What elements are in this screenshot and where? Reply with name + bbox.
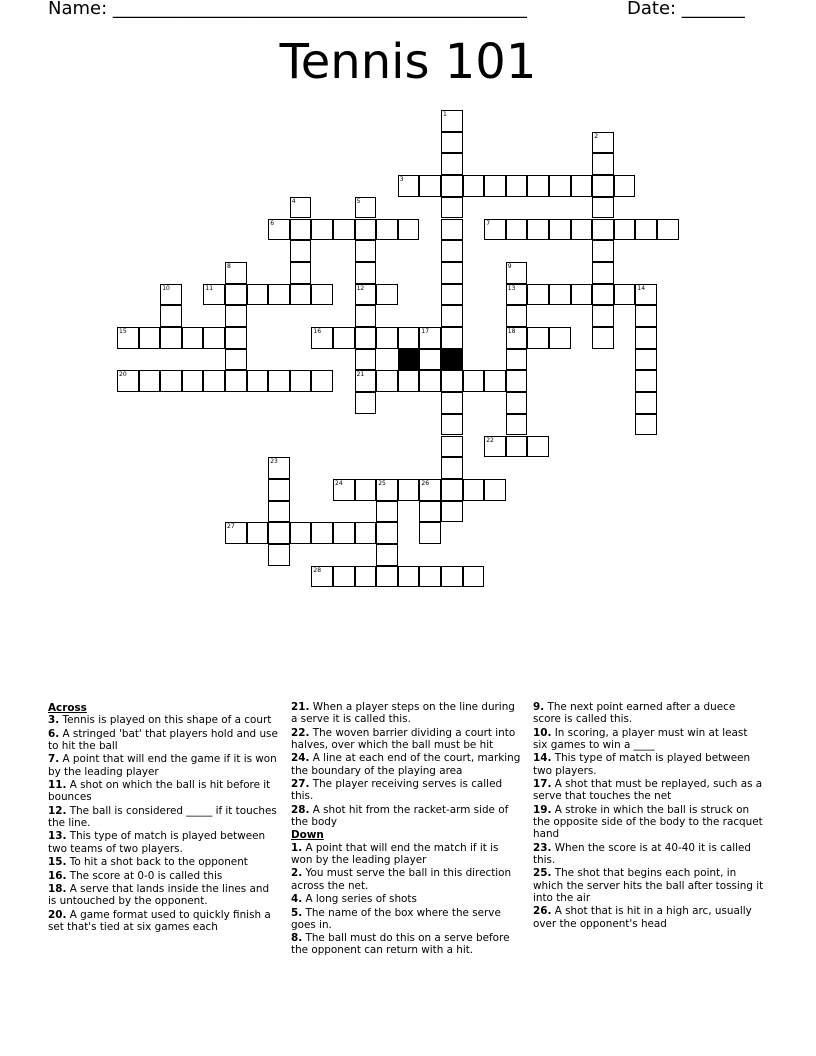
grid-cell[interactable] bbox=[463, 479, 485, 501]
grid-cell[interactable] bbox=[592, 240, 614, 262]
clue-item bbox=[48, 830, 280, 855]
grid-cell[interactable] bbox=[311, 327, 333, 349]
grid-cell[interactable] bbox=[333, 479, 355, 501]
clue-number: 7 bbox=[486, 219, 491, 227]
grid-cell[interactable] bbox=[419, 501, 441, 523]
grid-cell[interactable] bbox=[463, 566, 485, 588]
clue-text: The next point earned after a duece score is called this. bbox=[533, 701, 736, 726]
grid-cell[interactable] bbox=[527, 436, 549, 458]
grid-cell[interactable] bbox=[225, 349, 247, 371]
grid-cell[interactable] bbox=[225, 370, 247, 392]
grid-cell[interactable] bbox=[441, 457, 463, 479]
grid-cell[interactable] bbox=[290, 370, 312, 392]
clue-number: 13 bbox=[507, 284, 516, 292]
grid-cell[interactable] bbox=[419, 370, 441, 392]
grid-cell[interactable] bbox=[290, 197, 312, 219]
grid-cell[interactable] bbox=[376, 370, 398, 392]
clue-number: 23. bbox=[533, 841, 552, 854]
grid-cell[interactable] bbox=[592, 197, 614, 219]
clue-item bbox=[291, 867, 523, 892]
grid-cell[interactable] bbox=[182, 370, 204, 392]
grid-cell[interactable] bbox=[527, 284, 549, 306]
clue-number: 10 bbox=[162, 284, 170, 292]
clue-number: 3 bbox=[399, 176, 404, 184]
down-heading: Down bbox=[291, 829, 324, 842]
grid-cell[interactable] bbox=[225, 262, 247, 284]
grid-cell[interactable] bbox=[355, 197, 377, 219]
clue-number: 26. bbox=[533, 905, 552, 918]
clue-text: A stringed 'bat' that players hold and use to hit the ball bbox=[48, 727, 278, 752]
grid-cell[interactable] bbox=[506, 392, 528, 414]
clue-number: 2 bbox=[594, 132, 599, 140]
grid-cell[interactable] bbox=[635, 327, 657, 349]
clue-number: 2. bbox=[291, 867, 303, 880]
clue-text: When a player steps on the line during a serve it is called this. bbox=[291, 701, 515, 726]
grid-cell[interactable] bbox=[376, 501, 398, 523]
grid-cell[interactable] bbox=[635, 370, 657, 392]
clue-item bbox=[48, 805, 280, 830]
grid-cell[interactable] bbox=[506, 327, 528, 349]
grid-cell[interactable] bbox=[333, 566, 355, 588]
grid-cell[interactable] bbox=[614, 175, 636, 197]
clue-item bbox=[291, 893, 523, 905]
grid-cell[interactable] bbox=[441, 305, 463, 327]
grid-cell[interactable] bbox=[398, 479, 420, 501]
grid-cell[interactable] bbox=[441, 370, 463, 392]
clue-text: The shot that begins each point, in which the server hits the ball after tossing it into the air bbox=[533, 867, 764, 905]
grid-cell[interactable] bbox=[571, 219, 593, 241]
clue-text: A shot hit from the racket-arm side of the body bbox=[291, 803, 509, 829]
grid-cell[interactable] bbox=[225, 522, 247, 544]
clue-number: 12. bbox=[48, 804, 67, 817]
clue-item bbox=[291, 701, 523, 726]
clue-number: 5 bbox=[356, 197, 361, 205]
grid-cell[interactable] bbox=[290, 522, 312, 544]
clue-text: The name of the box where the serve goes in. bbox=[291, 906, 501, 931]
grid-cell[interactable] bbox=[268, 457, 290, 479]
grid-cell[interactable] bbox=[225, 305, 247, 327]
grid-cell[interactable] bbox=[139, 370, 161, 392]
clue-number: 10. bbox=[533, 726, 552, 739]
clue-number: 25 bbox=[378, 479, 386, 487]
clue-item bbox=[291, 778, 523, 803]
grid-cell[interactable] bbox=[376, 566, 398, 588]
grid-cell[interactable] bbox=[290, 262, 312, 284]
clue-item bbox=[291, 842, 523, 867]
grid-cell[interactable] bbox=[571, 284, 593, 306]
clue-text: This type of match is played between two players. bbox=[533, 752, 751, 777]
clue-text: A point that will end the match if it is won by the leading player bbox=[291, 841, 499, 867]
clue-item bbox=[48, 728, 280, 753]
clue-item bbox=[533, 727, 765, 752]
clue-number: 21. bbox=[291, 701, 310, 713]
clue-number: 28. bbox=[291, 803, 310, 816]
grid-cell[interactable] bbox=[117, 327, 139, 349]
grid-cell[interactable] bbox=[635, 219, 657, 241]
grid-cell[interactable] bbox=[268, 479, 290, 501]
grid-cell[interactable] bbox=[268, 219, 290, 241]
grid-cell[interactable] bbox=[355, 370, 377, 392]
clue-number: 27 bbox=[227, 523, 235, 531]
grid-cell[interactable] bbox=[355, 305, 377, 327]
grid-cell[interactable] bbox=[506, 262, 528, 284]
grid-cell[interactable] bbox=[571, 175, 593, 197]
clue-number: 27. bbox=[291, 778, 310, 791]
grid-cell[interactable] bbox=[549, 327, 571, 349]
clue-item bbox=[291, 907, 523, 932]
clue-item bbox=[533, 804, 765, 841]
grid-cell[interactable] bbox=[635, 349, 657, 371]
grid-cell[interactable] bbox=[592, 219, 614, 241]
clue-item bbox=[291, 804, 523, 829]
grid-cell[interactable] bbox=[506, 414, 528, 436]
grid-cell[interactable] bbox=[355, 262, 377, 284]
grid-cell[interactable] bbox=[506, 370, 528, 392]
clue-number: 17 bbox=[421, 328, 430, 335]
grid-cell[interactable] bbox=[268, 501, 290, 523]
grid-cell[interactable] bbox=[203, 327, 225, 349]
grid-cell[interactable] bbox=[290, 284, 312, 306]
grid-cell[interactable] bbox=[506, 175, 528, 197]
grid-cell[interactable] bbox=[506, 284, 528, 306]
grid-cell[interactable] bbox=[182, 327, 204, 349]
grid-cell[interactable] bbox=[268, 284, 290, 306]
date-field[interactable]: Date: _______ bbox=[627, 0, 745, 19]
grid-cell[interactable] bbox=[203, 370, 225, 392]
grid-cell[interactable] bbox=[419, 479, 441, 501]
grid-cell[interactable] bbox=[441, 110, 463, 132]
grid-cell[interactable] bbox=[376, 522, 398, 544]
grid-cell[interactable] bbox=[441, 479, 463, 501]
clue-number: 11. bbox=[48, 779, 67, 792]
grid-cell[interactable] bbox=[441, 240, 463, 262]
clue-text: In scoring, a player must win at least six games to win a ____ bbox=[533, 726, 748, 751]
clue-text: The player receiving serves is called this. bbox=[291, 778, 503, 803]
grid-cell[interactable] bbox=[463, 175, 485, 197]
grid-cell[interactable] bbox=[355, 284, 377, 306]
grid-cell[interactable] bbox=[441, 392, 463, 414]
clue-column-2 bbox=[291, 701, 523, 958]
clue-number: 24. bbox=[291, 752, 310, 765]
clue-number: 7. bbox=[48, 753, 60, 766]
grid-cell[interactable] bbox=[506, 305, 528, 327]
grid-cell[interactable] bbox=[311, 284, 333, 306]
grid-cell[interactable] bbox=[441, 566, 463, 588]
grid-cell[interactable] bbox=[355, 240, 377, 262]
grid-cell[interactable] bbox=[355, 479, 377, 501]
clue-number: 11 bbox=[205, 284, 214, 292]
clue-number: 18 bbox=[507, 328, 516, 335]
clue-number: 4 bbox=[291, 197, 296, 205]
clue-text: A point that will end the game if it is won by the leading player bbox=[48, 753, 277, 778]
grid-cell[interactable] bbox=[376, 544, 398, 566]
grid-cell[interactable] bbox=[441, 262, 463, 284]
clue-number: 12 bbox=[356, 284, 365, 292]
grid-cell[interactable] bbox=[441, 153, 463, 175]
grid-cell[interactable] bbox=[160, 370, 182, 392]
clue-number: 1. bbox=[291, 841, 303, 854]
clue-item bbox=[533, 905, 765, 930]
grid-cell[interactable] bbox=[592, 175, 614, 197]
clue-number: 15. bbox=[48, 856, 67, 869]
grid-cell[interactable] bbox=[484, 436, 506, 458]
grid-cell[interactable] bbox=[441, 132, 463, 154]
grid-cell[interactable] bbox=[311, 522, 333, 544]
grid-cell[interactable] bbox=[484, 370, 506, 392]
grid-cell[interactable] bbox=[355, 327, 377, 349]
grid-cell[interactable] bbox=[441, 436, 463, 458]
clue-number: 13. bbox=[48, 830, 67, 843]
grid-cell[interactable] bbox=[247, 370, 269, 392]
grid-cell[interactable] bbox=[290, 219, 312, 241]
grid-cell[interactable] bbox=[527, 219, 549, 241]
grid-cell[interactable] bbox=[117, 370, 139, 392]
clue-number: 6 bbox=[270, 219, 275, 227]
clue-item bbox=[533, 701, 765, 726]
grid-cell[interactable] bbox=[527, 175, 549, 197]
clue-number: 14 bbox=[637, 284, 646, 292]
grid-cell[interactable] bbox=[506, 436, 528, 458]
clue-number: 9 bbox=[507, 262, 512, 270]
clue-number: 19. bbox=[533, 803, 552, 816]
grid-cell[interactable] bbox=[592, 327, 614, 349]
grid-cell[interactable] bbox=[268, 544, 290, 566]
clue-item bbox=[533, 752, 765, 777]
grid-cell[interactable] bbox=[635, 305, 657, 327]
grid-cell[interactable] bbox=[376, 219, 398, 241]
grid-cell[interactable] bbox=[463, 370, 485, 392]
grid-cell[interactable] bbox=[311, 370, 333, 392]
grid-cell[interactable] bbox=[657, 219, 679, 241]
grid-cell[interactable] bbox=[225, 327, 247, 349]
clue-number: 17. bbox=[533, 778, 552, 791]
grid-cell[interactable] bbox=[592, 284, 614, 306]
clue-number: 4. bbox=[291, 893, 303, 906]
clue-number: 16. bbox=[48, 869, 67, 882]
clue-item bbox=[48, 856, 280, 868]
clue-number: 8. bbox=[291, 932, 303, 945]
clue-text: A line at each end of the court, marking the boundary of the playing area bbox=[291, 752, 521, 777]
grid-cell[interactable] bbox=[441, 414, 463, 436]
grid-cell[interactable] bbox=[506, 349, 528, 371]
clue-number: 1 bbox=[443, 111, 447, 118]
clue-number: 15 bbox=[119, 328, 127, 335]
grid-cell[interactable] bbox=[247, 522, 269, 544]
grid-cell[interactable] bbox=[333, 219, 355, 241]
clue-item bbox=[533, 778, 765, 803]
grid-cell[interactable] bbox=[441, 197, 463, 219]
clue-item bbox=[533, 842, 765, 867]
grid-block bbox=[441, 349, 463, 371]
grid-cell[interactable] bbox=[441, 175, 463, 197]
clue-number: 21 bbox=[356, 371, 365, 379]
clue-text: The woven barrier dividing a court into halves, over which the ball must be hit bbox=[291, 726, 516, 751]
grid-cell[interactable] bbox=[419, 327, 441, 349]
grid-cell[interactable] bbox=[247, 284, 269, 306]
grid-cell[interactable] bbox=[355, 522, 377, 544]
clue-number: 9. bbox=[533, 701, 545, 713]
clue-text: The ball is considered _____ if it touches the line. bbox=[48, 804, 277, 830]
clue-item bbox=[291, 932, 523, 957]
grid-cell[interactable] bbox=[441, 327, 463, 349]
grid-cell[interactable] bbox=[419, 566, 441, 588]
grid-cell[interactable] bbox=[311, 219, 333, 241]
clue-number: 20 bbox=[119, 371, 127, 379]
clue-number: 22 bbox=[486, 436, 494, 444]
clue-item bbox=[48, 883, 280, 908]
clue-item bbox=[291, 752, 523, 777]
name-field[interactable]: Name: ______________________________________________ bbox=[48, 0, 527, 19]
clue-text: A stroke in which the ball is struck on the opposite side of the body to the racquet hand bbox=[533, 803, 763, 841]
grid-cell[interactable] bbox=[333, 327, 355, 349]
clue-text: This type of match is played between two teams of two players. bbox=[48, 830, 266, 855]
clue-number: 22. bbox=[291, 726, 310, 739]
page-title: Tennis 101 bbox=[279, 34, 537, 90]
grid-cell[interactable] bbox=[635, 392, 657, 414]
clue-number: 23 bbox=[270, 458, 278, 466]
clue-text: A shot that is hit in a high arc, usually over the opponent's head bbox=[533, 905, 752, 930]
clue-item bbox=[48, 779, 280, 804]
clue-number: 24 bbox=[335, 479, 343, 487]
grid-cell[interactable] bbox=[419, 522, 441, 544]
clue-number: 18. bbox=[48, 882, 67, 895]
clue-number: 16 bbox=[313, 328, 322, 335]
clue-item bbox=[533, 867, 765, 904]
across-heading: Across bbox=[48, 702, 87, 714]
clue-number: 6. bbox=[48, 727, 60, 740]
grid-cell[interactable] bbox=[484, 479, 506, 501]
grid-cell[interactable] bbox=[527, 327, 549, 349]
grid-cell[interactable] bbox=[441, 219, 463, 241]
grid-cell[interactable] bbox=[160, 327, 182, 349]
clue-text: You must serve the ball in this direction across the net. bbox=[291, 867, 512, 892]
grid-cell[interactable] bbox=[268, 522, 290, 544]
clue-column-3 bbox=[533, 701, 765, 931]
grid-cell[interactable] bbox=[225, 284, 247, 306]
clue-column-1 bbox=[48, 701, 280, 934]
grid-cell[interactable] bbox=[398, 175, 420, 197]
grid-block bbox=[398, 349, 420, 371]
clue-text: A shot on which the ball is hit before it bounces bbox=[48, 779, 271, 804]
grid-cell[interactable] bbox=[592, 153, 614, 175]
grid-cell[interactable] bbox=[592, 305, 614, 327]
grid-cell[interactable] bbox=[355, 219, 377, 241]
grid-cell[interactable] bbox=[355, 349, 377, 371]
clue-number: 8 bbox=[227, 262, 231, 270]
grid-cell[interactable] bbox=[160, 305, 182, 327]
clue-number: 5. bbox=[291, 906, 303, 919]
clue-number: 25. bbox=[533, 867, 552, 880]
clue-text: When the score is at 40-40 it is called this. bbox=[533, 841, 752, 867]
grid-cell[interactable] bbox=[419, 349, 441, 371]
clue-text: A shot that must be replayed, such as a serve that touches the net bbox=[533, 778, 763, 803]
clue-item bbox=[48, 870, 280, 882]
grid-cell[interactable] bbox=[549, 284, 571, 306]
clue-number: 14. bbox=[533, 752, 552, 765]
grid-cell[interactable] bbox=[376, 284, 398, 306]
clue-item bbox=[48, 753, 280, 778]
grid-cell[interactable] bbox=[139, 327, 161, 349]
clue-number: 20. bbox=[48, 908, 67, 921]
clue-text: The score at 0-0 is called this bbox=[69, 869, 223, 882]
clue-text: A game format used to quickly finish a set that's tied at six games each bbox=[48, 908, 271, 933]
clue-number: 28 bbox=[313, 566, 322, 574]
grid-cell[interactable] bbox=[549, 175, 571, 197]
clue-number: 3. bbox=[48, 714, 60, 727]
grid-cell[interactable] bbox=[506, 219, 528, 241]
clue-text: Tennis is played on this shape of a court bbox=[62, 714, 272, 727]
grid-cell[interactable] bbox=[398, 327, 420, 349]
grid-cell[interactable] bbox=[311, 566, 333, 588]
grid-cell[interactable] bbox=[203, 284, 225, 306]
clue-text: To hit a shot back to the opponent bbox=[69, 856, 248, 869]
grid-cell[interactable] bbox=[355, 392, 377, 414]
grid-cell[interactable] bbox=[484, 219, 506, 241]
grid-cell[interactable] bbox=[355, 566, 377, 588]
grid-cell[interactable] bbox=[419, 175, 441, 197]
grid-cell[interactable] bbox=[635, 414, 657, 436]
grid-cell[interactable] bbox=[592, 262, 614, 284]
grid-cell[interactable] bbox=[614, 284, 636, 306]
grid-cell[interactable] bbox=[376, 479, 398, 501]
grid-cell[interactable] bbox=[290, 240, 312, 262]
grid-cell[interactable] bbox=[333, 522, 355, 544]
clue-text: A long series of shots bbox=[305, 893, 417, 906]
grid-cell[interactable] bbox=[441, 501, 463, 523]
grid-cell[interactable] bbox=[376, 327, 398, 349]
grid-cell[interactable] bbox=[549, 219, 571, 241]
grid-cell[interactable] bbox=[614, 219, 636, 241]
clue-text: The ball must do this on a serve before the opponent can return with a hit. bbox=[291, 932, 510, 957]
grid-cell[interactable] bbox=[160, 284, 182, 306]
grid-cell[interactable] bbox=[484, 175, 506, 197]
grid-cell[interactable] bbox=[592, 132, 614, 154]
grid-cell[interactable] bbox=[398, 566, 420, 588]
clue-text: A serve that lands inside the lines and is untouched by the opponent. bbox=[48, 882, 270, 908]
grid-cell[interactable] bbox=[268, 370, 290, 392]
clue-item bbox=[48, 909, 280, 934]
grid-cell[interactable] bbox=[441, 284, 463, 306]
grid-cell[interactable] bbox=[398, 370, 420, 392]
grid-cell[interactable] bbox=[398, 219, 420, 241]
grid-cell[interactable] bbox=[635, 284, 657, 306]
clue-number: 19 bbox=[443, 349, 451, 357]
clue-item bbox=[48, 714, 280, 726]
clue-number: 26 bbox=[421, 479, 430, 487]
clue-item bbox=[291, 727, 523, 752]
